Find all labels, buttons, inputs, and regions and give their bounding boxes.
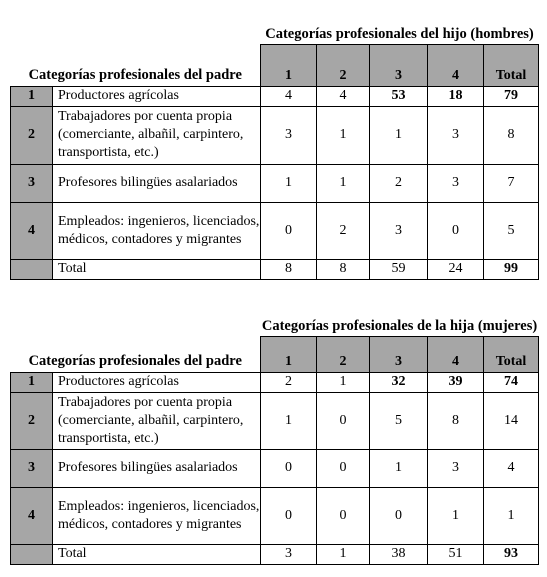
table-cell: 4 — [261, 86, 317, 106]
column-header: 4 — [428, 44, 484, 86]
table-cell: 3 — [428, 106, 484, 164]
table-cell: 8 — [317, 259, 370, 279]
row-label: Profesores bilingües asalariados — [53, 164, 261, 202]
total-row — [11, 259, 539, 279]
table-cell: 0 — [261, 449, 317, 487]
column-header: 1 — [261, 336, 317, 372]
row-number: 4 — [11, 487, 53, 544]
table-row — [11, 372, 539, 392]
table-cell: 2 — [370, 164, 428, 202]
table-cell: 3 — [428, 164, 484, 202]
table-cell: 8 — [428, 392, 484, 449]
table-cell: 0 — [428, 202, 484, 259]
total-row-spacer — [11, 259, 53, 279]
column-header: 2 — [317, 44, 370, 86]
table-cell: 1 — [317, 106, 370, 164]
table-cell: 4 — [317, 86, 370, 106]
table-cell: 4 — [484, 449, 539, 487]
column-header: 4 — [428, 336, 484, 372]
row-number: 4 — [11, 202, 53, 259]
table-cell: 59 — [370, 259, 428, 279]
table-cell: 0 — [317, 392, 370, 449]
table-cell: 1 — [484, 487, 539, 544]
table-cell: 3 — [261, 544, 317, 564]
table-cell: 1 — [428, 487, 484, 544]
table-cell: 0 — [261, 202, 317, 259]
table-cell: 5 — [370, 392, 428, 449]
row-number: 2 — [11, 106, 53, 164]
table-cell: 8 — [484, 106, 539, 164]
total-row-spacer — [11, 544, 53, 564]
column-header: Total — [484, 44, 539, 86]
table-cell: 0 — [317, 487, 370, 544]
row-number: 3 — [11, 164, 53, 202]
total-label: Total — [53, 544, 261, 564]
row-number: 1 — [11, 86, 53, 106]
table-cell: 1 — [261, 392, 317, 449]
column-header: 2 — [317, 336, 370, 372]
table-row — [11, 392, 539, 449]
table-cell: 0 — [261, 487, 317, 544]
son-table-block — [10, 8, 538, 280]
row-label: Profesores bilingües asalariados — [53, 449, 261, 487]
table-cell: 0 — [317, 449, 370, 487]
table-row — [11, 164, 539, 202]
row-label: Trabajadores por cuenta propia (comerciante, albañil, carpintero, transportista, etc.) — [53, 392, 261, 449]
table-cell: 38 — [370, 544, 428, 564]
table-cell: 79 — [484, 86, 539, 106]
table-cell: 32 — [370, 372, 428, 392]
table-cell: 1 — [317, 544, 370, 564]
father-category-header: Categorías profesionales del padre — [28, 352, 242, 369]
column-header: 3 — [370, 336, 428, 372]
row-label: Empleados: ingenieros, licenciados, médicos, contadores y migrantes — [53, 487, 261, 544]
daughter-table-title: Categorías profesionales de la hija (mujeres) — [261, 317, 538, 334]
table-cell: 3 — [428, 449, 484, 487]
daughter-table-block — [10, 298, 538, 565]
total-label: Total — [53, 259, 261, 279]
row-number: 2 — [11, 392, 53, 449]
son-table-title: Categorías profesionales del hijo (hombres) — [265, 25, 534, 42]
table-cell: 1 — [317, 164, 370, 202]
table-cell: 24 — [428, 259, 484, 279]
table-cell: 74 — [484, 372, 539, 392]
table-cell: 3 — [261, 106, 317, 164]
table-cell: 39 — [428, 372, 484, 392]
table-cell: 14 — [484, 392, 539, 449]
table-cell: 51 — [428, 544, 484, 564]
row-number: 3 — [11, 449, 53, 487]
table-cell: 18 — [428, 86, 484, 106]
table-row — [11, 487, 539, 544]
son-mobility-table — [10, 8, 539, 280]
daughter-mobility-table — [10, 298, 539, 565]
table-cell: 1 — [317, 372, 370, 392]
table-row — [11, 86, 539, 106]
table-cell: 1 — [261, 164, 317, 202]
table-cell: 5 — [484, 202, 539, 259]
table-cell: 2 — [317, 202, 370, 259]
table-cell: 7 — [484, 164, 539, 202]
row-label: Trabajadores por cuenta propia (comerciante, albañil, carpintero, transportista, etc.) — [53, 106, 261, 164]
row-number: 1 — [11, 372, 53, 392]
table-cell: 1 — [370, 449, 428, 487]
table-cell: 8 — [261, 259, 317, 279]
table-cell: 3 — [370, 202, 428, 259]
table-cell: 0 — [370, 487, 428, 544]
table-cell: 2 — [261, 372, 317, 392]
table-cell: 1 — [370, 106, 428, 164]
column-header: Total — [484, 336, 539, 372]
row-label: Productores agrícolas — [53, 372, 261, 392]
table-cell: 53 — [370, 86, 428, 106]
table-cell: 93 — [484, 544, 539, 564]
column-header: 1 — [261, 44, 317, 86]
table-row — [11, 449, 539, 487]
table-cell: 99 — [484, 259, 539, 279]
row-label: Productores agrícolas — [53, 86, 261, 106]
table-row — [11, 106, 539, 164]
total-row — [11, 544, 539, 564]
column-header: 3 — [370, 44, 428, 86]
row-label: Empleados: ingenieros, licenciados, médicos, contadores y migrantes — [53, 202, 261, 259]
father-category-header: Categorías profesionales del padre — [28, 66, 242, 83]
table-row — [11, 202, 539, 259]
